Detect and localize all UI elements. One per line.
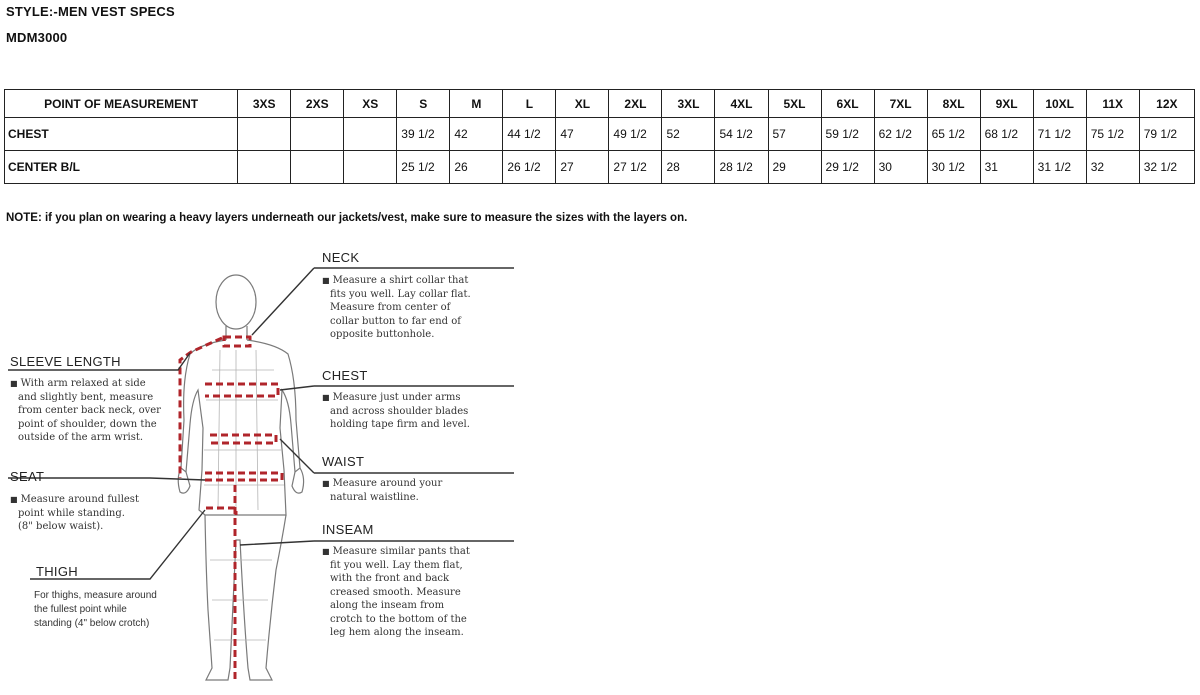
table-cell: 52 (662, 118, 715, 151)
table-cell: 26 1/2 (503, 151, 556, 184)
table-cell: 65 1/2 (927, 118, 980, 151)
column-header: 12X (1139, 90, 1194, 118)
table-cell: 44 1/2 (503, 118, 556, 151)
table-cell: 68 1/2 (980, 118, 1033, 151)
column-header: 8XL (927, 90, 980, 118)
table-cell (291, 118, 344, 151)
column-header: 3XL (662, 90, 715, 118)
table-cell: 31 1/2 (1033, 151, 1086, 184)
table-cell: 39 1/2 (397, 118, 450, 151)
style-title: STYLE:-MEN VEST SPECS (6, 4, 175, 19)
table-cell: 59 1/2 (821, 118, 874, 151)
column-header: S (397, 90, 450, 118)
table-cell: 28 1/2 (715, 151, 768, 184)
table-cell: 28 (662, 151, 715, 184)
measurement-dashes-icon (180, 337, 282, 680)
table-cell: 75 1/2 (1086, 118, 1139, 151)
table-cell: 49 1/2 (609, 118, 662, 151)
table-cell: 26 (450, 151, 503, 184)
table-cell: 71 1/2 (1033, 118, 1086, 151)
table-cell: 29 1/2 (821, 151, 874, 184)
column-header: 4XL (715, 90, 768, 118)
table-cell: 47 (556, 118, 609, 151)
table-cell: 42 (450, 118, 503, 151)
column-header: L (503, 90, 556, 118)
row-label: CHEST (5, 118, 238, 151)
neck-label: NECK (322, 250, 360, 265)
sleeve-length-label: SLEEVE LENGTH (10, 354, 121, 369)
waist-label: WAIST (322, 454, 365, 469)
table-cell: 32 (1086, 151, 1139, 184)
seat-description: ■ Measure around fullest point while standing. (8" below waist). (10, 494, 139, 532)
column-header: 11X (1086, 90, 1139, 118)
column-header: 2XL (609, 90, 662, 118)
table-cell: 54 1/2 (715, 118, 768, 151)
column-header: 9XL (980, 90, 1033, 118)
column-header: 10XL (1033, 90, 1086, 118)
table-cell: 31 (980, 151, 1033, 184)
column-header: 2XS (291, 90, 344, 118)
table-cell (344, 118, 397, 151)
table-cell (291, 151, 344, 184)
column-header: XS (344, 90, 397, 118)
neck-description: ■ Measure a shirt collar that fits you well. Lay collar flat. Measure from center of collar button to far end of opposite buttonhole. (322, 275, 471, 340)
table-row-center-bl (5, 151, 1195, 184)
row-label: CENTER B/L (5, 151, 238, 184)
size-spec-table (4, 89, 1195, 184)
layering-note: NOTE: if you plan on wearing a heavy layers underneath our jackets/vest, make sure to measure the sizes with the layers on. (6, 212, 688, 224)
table-cell: 30 1/2 (927, 151, 980, 184)
table-cell: 57 (768, 118, 821, 151)
table-cell (344, 151, 397, 184)
column-header: 7XL (874, 90, 927, 118)
table-header-row (5, 90, 1195, 118)
table-cell: 27 (556, 151, 609, 184)
table-cell: 62 1/2 (874, 118, 927, 151)
table-cell: 79 1/2 (1139, 118, 1194, 151)
column-header: 3XS (238, 90, 291, 118)
column-header: M (450, 90, 503, 118)
table-cell (238, 151, 291, 184)
chest-label: CHEST (322, 368, 368, 383)
column-header: 6XL (821, 90, 874, 118)
sleeve-length-description: ■ With arm relaxed at side and slightly bent, measure from center back neck, over point of shoulder, down the outside of the arm wrist. (10, 378, 161, 443)
table-cell: 27 1/2 (609, 151, 662, 184)
thigh-label: THIGH (36, 564, 78, 579)
column-header: 5XL (768, 90, 821, 118)
chest-description: ■ Measure just under arms and across shoulder blades holding tape firm and level. (322, 392, 470, 430)
seat-label: SEAT (10, 469, 45, 484)
table-cell (238, 118, 291, 151)
model-number: MDM3000 (6, 30, 68, 45)
inseam-description: ■ Measure similar pants that fit you well. Lay them flat, with the front and back creased smooth. Measure along the inseam from crotch to the bottom of the leg hem along the inseam. (322, 546, 470, 638)
table-cell: 32 1/2 (1139, 151, 1194, 184)
column-header: XL (556, 90, 609, 118)
column-header: POINT OF MEASUREMENT (5, 90, 238, 118)
table-row-chest (5, 118, 1195, 151)
table-cell: 29 (768, 151, 821, 184)
table-cell: 25 1/2 (397, 151, 450, 184)
thigh-description: For thighs, measure around the fullest point while standing (4" below crotch) (34, 590, 157, 629)
waist-description: ■ Measure around your natural waistline. (322, 478, 443, 503)
inseam-label: INSEAM (322, 522, 374, 537)
table-cell: 30 (874, 151, 927, 184)
